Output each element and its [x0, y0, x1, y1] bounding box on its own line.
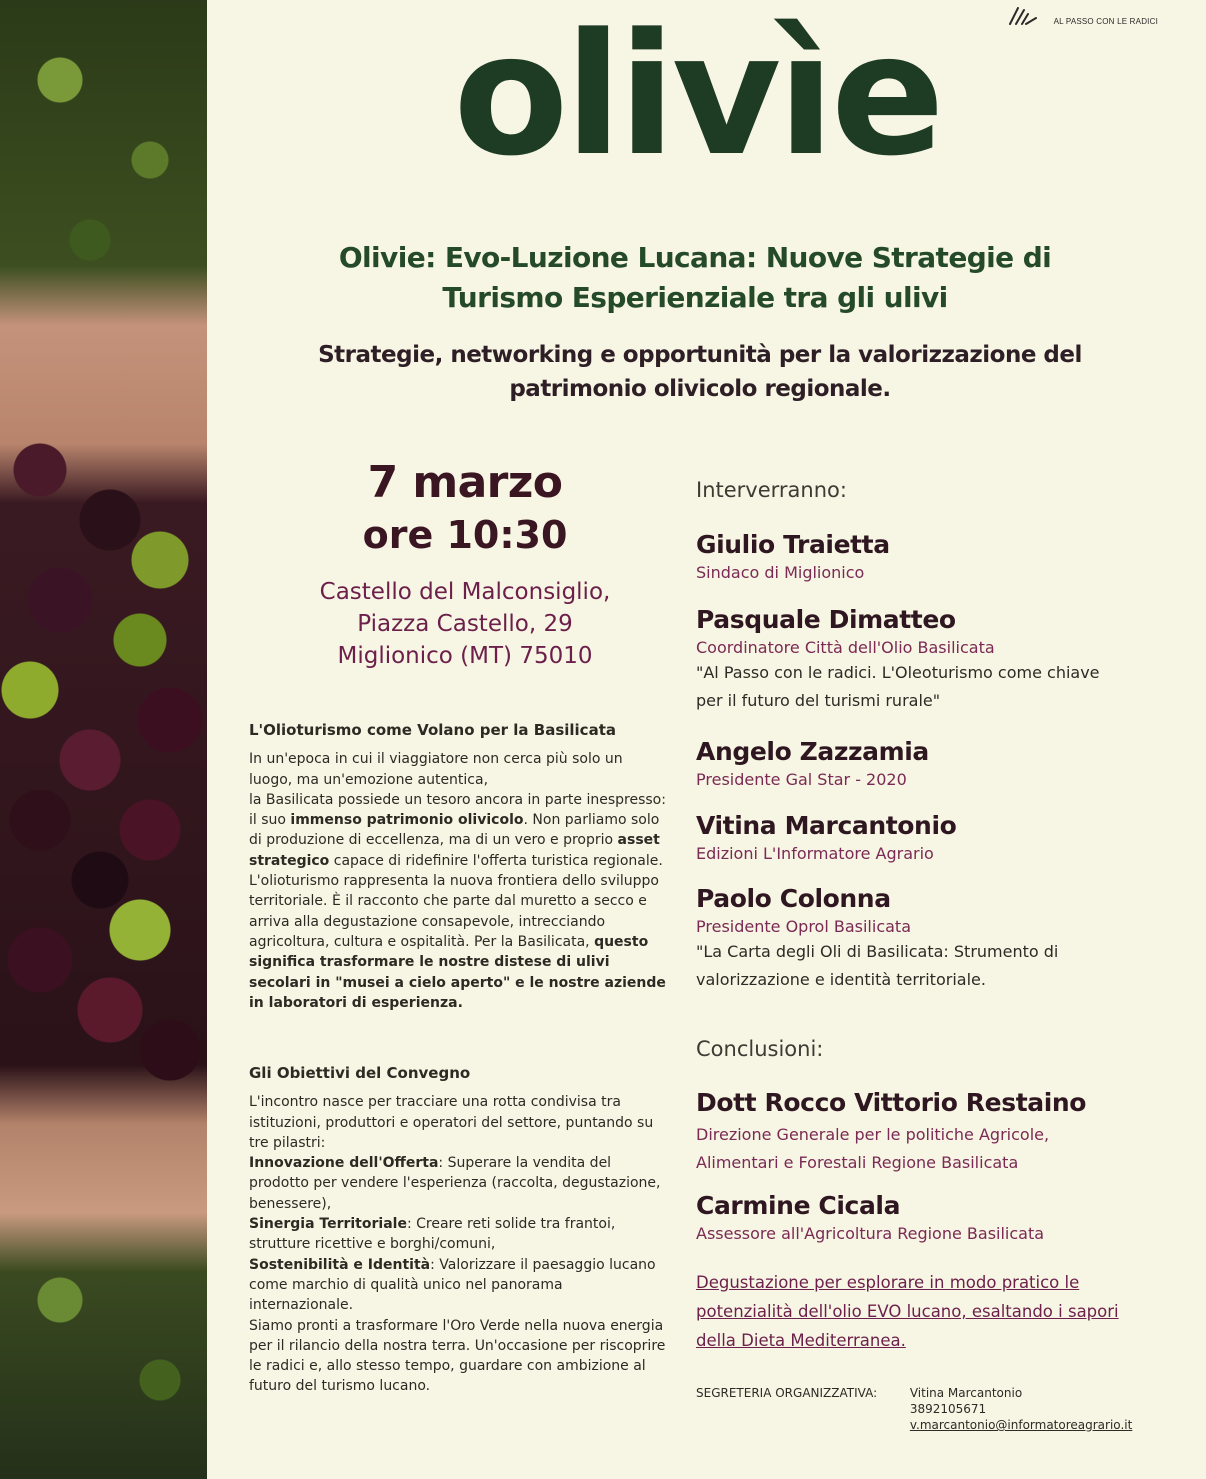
- secretary-name: Vitina Marcantonio: [909, 1386, 1023, 1400]
- secretary-contacts: [910, 1385, 1132, 1433]
- event-venue: [270, 576, 660, 672]
- logo: [1008, 4, 1158, 28]
- pillar-label: Innovazione dell'Offerta: [249, 1155, 439, 1172]
- speaker-name: Pasquale Dimatteo: [696, 605, 956, 634]
- secretary-label: SEGRETERIA ORGANIZZATIVA:: [696, 1386, 878, 1400]
- speaker-role: [696, 1121, 1166, 1177]
- section-paragraph: [249, 1092, 669, 1396]
- speaker-role: Presidente Gal Star - 2020: [696, 770, 907, 789]
- event-title: [230, 238, 1160, 318]
- speaker-name: Paolo Colonna: [696, 884, 891, 913]
- role-line: Direzione Generale per le politiche Agricole,: [696, 1125, 1050, 1144]
- quote-line: "Al Passo con le radici. L'Oleoturismo come chiave: [696, 663, 1100, 682]
- title-line: Turismo Esperienziale tra gli ulivi: [442, 281, 948, 314]
- paragraph-text: capace di ridefinire l'offerta turistica regionale. L'olioturismo rappresenta la nuova frontiera dello sviluppo territoriale. È il racconto che parte dal muretto a secco e arriva alla degustazione consapevole, intrecciando agricoltura, cultura e ospitalità. Per la Basilicata,: [249, 852, 663, 950]
- conclusion-entry: [696, 1088, 1166, 1177]
- pillar-text: : Superare la vendita del prodotto per vendere l'esperienza (raccolta, degustazione, benessere),: [249, 1155, 661, 1212]
- speakers-label: Interverranno:: [696, 478, 847, 502]
- pillar-text: : Creare reti solide tra frantoi, strutture ricettive e borghi/comuni,: [249, 1216, 616, 1253]
- emphasis: questo significa trasformare le nostre distese di ulivi secolari in "musei a cielo aperto" e le nostre aziende in laboratori di esperienza.: [249, 933, 666, 1011]
- speaker-entry: [696, 884, 1166, 994]
- quote-line: per il futuro del turismi rurale": [696, 691, 941, 710]
- secretary-email[interactable]: v.marcantonio@informatoreagrario.it: [909, 1418, 1133, 1432]
- speaker-role: Presidente Oprol Basilicata: [696, 917, 911, 936]
- section-paragraph: [249, 749, 669, 1013]
- emphasis: asset strategico: [249, 832, 660, 869]
- logo-text: AL PASSO CON LE RADICI: [1053, 16, 1158, 26]
- speaker-entry: [696, 605, 1166, 715]
- title-line: Olivie: Evo-Luzione Lucana: Nuove Strategie di: [338, 241, 1052, 274]
- event-subtitle: [250, 338, 1150, 406]
- emphasis: immenso patrimonio olivicolo: [290, 812, 524, 829]
- speaker-name: Dott Rocco Vittorio Restaino: [696, 1088, 1087, 1117]
- speaker-role: Coordinatore Città dell'Olio Basilicata: [696, 638, 995, 657]
- venue-line: Piazza Castello, 29: [357, 611, 573, 637]
- paragraph-text: In un'epoca in cui il viaggiatore non cerca più solo un luogo, ma un'emozione autentica,: [249, 751, 623, 788]
- secretary-phone: 3892105671: [909, 1402, 987, 1416]
- section-heading: L'Olioturismo come Volano per la Basilicata: [249, 721, 616, 739]
- subtitle-line: patrimonio olivicolo regionale.: [509, 376, 891, 402]
- speaker-role: Edizioni L'Informatore Agrario: [696, 844, 934, 863]
- paragraph-text: . Non parliamo solo di produzione di eccellenza, ma di un vero e proprio: [249, 812, 660, 849]
- speaker-entry: [696, 530, 1166, 582]
- conclusions-label: Conclusioni:: [696, 1037, 824, 1061]
- objectives-section: [249, 1063, 669, 1397]
- paragraph-text: Siamo pronti a trasformare l'Oro Verde nella nuova energia per il rilancio della nostra terra. Un'occasione per riscoprire le radici e, allo stesso tempo, guardare con ambizione al futuro del turismo lucano.: [249, 1317, 666, 1395]
- tasting-note: [696, 1268, 1166, 1355]
- speaker-name: Carmine Cicala: [696, 1191, 901, 1220]
- paragraph-text: L'incontro nasce per tracciare una rotta condivisa tra istituzioni, produttori e operatori del settore, puntando su tre pilastri:: [249, 1094, 654, 1151]
- speaker-entry: [696, 811, 1166, 863]
- speaker-role: Assessore all'Agricoltura Regione Basilicata: [696, 1224, 1045, 1243]
- quote-line: "La Carta degli Oli di Basilicata: Strumento di: [696, 942, 1059, 961]
- pillar-label: Sinergia Territoriale: [249, 1216, 407, 1233]
- tasting-line: della Dieta Mediterranea.: [696, 1331, 906, 1350]
- tasting-line: potenzialità dell'olio EVO lucano, esaltando i sapori: [696, 1302, 1119, 1321]
- speaker-name: Angelo Zazzamia: [696, 737, 929, 766]
- pillar-label: Sostenibilità e Identità: [249, 1256, 431, 1273]
- venue-line: Miglionico (MT) 75010: [337, 643, 593, 669]
- subtitle-line: Strategie, networking e opportunità per la valorizzazione del: [318, 342, 1082, 368]
- olive-harvest-photo: [0, 0, 207, 1479]
- paragraph-text: la Basilicata possiede un tesoro ancora in parte inespresso: il suo: [249, 791, 666, 829]
- section-heading: Gli Obiettivi del Convegno: [249, 1064, 471, 1082]
- speaker-name: Vitina Marcantonio: [696, 811, 957, 840]
- quote-line: valorizzazione e identità territoriale.: [696, 970, 986, 989]
- pillar-text: : Valorizzare il paesaggio lucano come marchio di qualità unico nel panorama internazionale.: [249, 1256, 656, 1314]
- event-time: ore 10:30: [362, 513, 568, 557]
- speaker-quote: [696, 659, 1166, 715]
- venue-line: Castello del Malconsiglio,: [319, 579, 611, 605]
- conclusion-entry: [696, 1191, 1166, 1243]
- speaker-entry: [696, 737, 1166, 789]
- tasting-line: Degustazione per esplorare in modo pratico le: [696, 1273, 1080, 1292]
- organizing-secretary: [696, 1385, 1132, 1433]
- event-date: 7 marzo: [367, 457, 563, 508]
- speaker-name: Giulio Traietta: [696, 530, 890, 559]
- brand-wordmark: olivìe: [453, 0, 941, 193]
- speaker-quote: [696, 938, 1166, 994]
- role-line: Alimentari e Forestali Regione Basilicata: [696, 1153, 1019, 1172]
- olive-branch-logo-icon: [1008, 4, 1040, 28]
- speaker-role: Sindaco di Miglionico: [696, 563, 865, 582]
- olioturismo-section: [249, 720, 669, 1013]
